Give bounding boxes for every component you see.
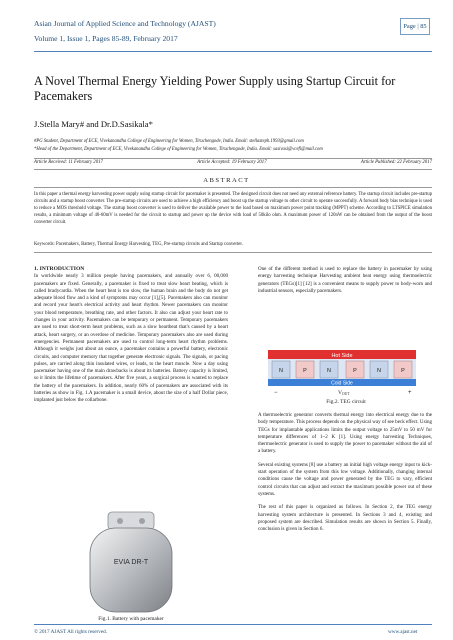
figure-2-caption: Fig.2. TEG circuit xyxy=(326,399,366,405)
leg-label: N xyxy=(377,368,381,374)
leg-label: N xyxy=(279,368,283,374)
right-column-bottom xyxy=(258,412,432,539)
section-heading: 1. INTRODUCTION xyxy=(34,266,85,272)
page-number: Page | 85 xyxy=(400,18,430,35)
right-column-top xyxy=(258,266,432,301)
date-received: Article Received: 11 February 2017 xyxy=(34,160,103,165)
footer-rule xyxy=(34,624,432,625)
plus-terminal: + xyxy=(408,390,412,396)
pacemaker-label: EVIA DR-T xyxy=(113,559,149,566)
leg-label: P xyxy=(401,368,405,374)
intro-paragraph-1: In worldwide nearly 3 million people having pacemakers, and annually over 6, 00,000 pacemakers are fixed. Generally, a pacemaker is fixed to treat slow heart beating, which is called bradycardia. When the heart beat is too slow, the human brain and the body do not get adequate blood flow and a kind of symptoms may occur [1],[5]. Pacemakers also can monitor and record your heart's electrical activity and heart rhythm. Newer pacemakers can monitor your blood temperature, breathing rate, and other factors. It also can adjust your heart rate to changes in your activity. Pacemakers can be temporary or permanent. Temporary pacemakers are used to treat short-term heart problems, such as a slow heartbeat that's caused by a heart attack, heart surgery, or an overdose of medicine. Temporary pacemakers also are used during emergencies. Permanent pacemakers are used to control long-term heart rhythm problems. Although it weighs just about an ounce, a pacemaker contains a powerful battery, electronic circuits, and computer memory that together generate electronic signals. The signals, or pacing pulses, are carried along thin insulated wires, or leads, to the heart muscle. Now a day using pacemaker having one of the main drawbacks is about its batteries. Battery capacity is limited, so it limits the lifetime of pacemakers. After five years, a surgical process is wanted to replace the battery of the pacemakers. In addition, nearly 60% of pacemakers are associated with its batteries as show in Fig. 1.A pacemaker is a small device, about the size of a half Dollar piece, implanted just below the collarbone. xyxy=(34,273,228,404)
pacemaker-image xyxy=(86,510,176,614)
leg-label: N xyxy=(327,368,331,374)
teg-circuit-diagram xyxy=(258,348,434,396)
figure-1-caption: Fig.1. Battery with pacemaker xyxy=(98,616,164,622)
abstract-text: In this paper a thermal energy harvesting power supply using startup circuit for pacemaker is presented. The designed circuit does not need any external reference battery. The startup circuit includes pre-startup circuits and a startup boost converter. The pre-startup circuits are used to achieve a high efficiency and boost up the startup voltage to other circuit to operate successfully. A forward body bias technique is used to reduce a MOS threshold voltage. The startup boost converter is used to deliver the available power to the load based on maximum power point tracking (MPPT) scheme. According to LTSPICE simulation results, a minimum voltage of 40-60mV is needed for the circuit to startup and power up the device with load of 50kilo ohm. A maximum power of 120nW can be obtained from the output of the boost converter circuit. xyxy=(34,192,432,225)
journal-header xyxy=(34,18,216,44)
paper-title: A Novel Thermal Energy Yielding Power Supply using Startup Circuit for Pacemakers xyxy=(34,74,396,103)
copyright: © 2017 AJAST All rights reserved. xyxy=(34,629,108,635)
authors: J.Stella Mary# and Dr.D.Sasikala* xyxy=(34,119,153,129)
keywords: Keywords: Pacemakers, Battery, Thermal Energy Harvesting, TEG, Pre-startup circuits and Startup converter. xyxy=(34,242,243,247)
lead-port xyxy=(117,518,123,524)
pacemaker-header xyxy=(108,512,154,530)
article-dates xyxy=(34,160,432,165)
date-accepted: Article Accepted: 19 February 2017 xyxy=(197,160,267,165)
cold-side-label: Cold Side xyxy=(331,380,353,387)
intro-paragraph-2: One of the different method is used to replace the battery in pacemaker by using energy harvesting technique Harvesting ambient heat energy using thermoelectric generators (TEGs)[1] [12] is a convenient means to supply power to body-worn and industrial sensors, especially pacemakers. xyxy=(258,266,432,294)
minus-terminal: − xyxy=(274,390,278,396)
affiliation-1: #PG Student, Department of ECE, Vivekanandha College of Engineering for Women, Tiruchengode, India. Email: stellasteph.1993@gmail.com xyxy=(34,139,304,144)
affiliation-2: *Head of the Department, Department of ECE, Vivekanandha College of Engineering for Women, Tiruchengode, India. Email: sasivasi@vcefi@mail.com xyxy=(34,147,323,152)
divider xyxy=(34,169,432,170)
journal-name: Asian Journal of Applied Science and Technology (AJAST) xyxy=(34,19,216,28)
hot-side-label: Hot Side xyxy=(331,353,353,359)
left-column xyxy=(34,266,228,411)
vout-label: VOUT xyxy=(338,390,350,396)
leg-label: P xyxy=(353,368,357,374)
affiliations xyxy=(34,138,432,154)
journal-url: www.ajast.net xyxy=(388,629,418,635)
intro-paragraph-5: The rest of this paper is organized as follows. In Section 2, the TEG energy harvesting system architecture is presented. In Sections 3 and 4, existing and proposed system are described. Simulation results are shown in Section 5. Finally, conclusion is given in Section 6. xyxy=(258,504,432,533)
intro-paragraph-4: Several existing systems [8] use a battery an initial high voltage energy input to kick-start operation of the system from this low voltage. Additionally, changing internal conditions cause the voltage and power generated by the TEG to vary, efficient control circuits that can adjust and extract the maximum possible power out of these systems. xyxy=(258,461,432,497)
header-rule xyxy=(34,51,432,52)
leg-label: P xyxy=(303,368,307,374)
intro-paragraph-3: A thermoelectric generator converts thermal energy into electrical energy due to the body temperature. This process depends on the physical way of see beck effect. Using TEGs for implantable applications limits the output voltage to 25mV to 50 mV for temperature differences of 1~2 K [1]. Using energy harvesting Techniques, thermoelectric generator is used to supply the power to pacemaker without the aid of a battery. xyxy=(258,412,432,455)
abstract-heading: ABSTRACT xyxy=(203,177,250,184)
lead-port xyxy=(139,518,145,524)
divider xyxy=(34,158,432,159)
divider xyxy=(34,187,432,188)
divider xyxy=(34,252,432,253)
pacemaker-body xyxy=(90,528,172,612)
date-published: Article Published: 22 February 2017 xyxy=(360,160,432,165)
journal-volume: Volume 1, Issue 1, Pages 85-89, February 2017 xyxy=(34,34,178,43)
